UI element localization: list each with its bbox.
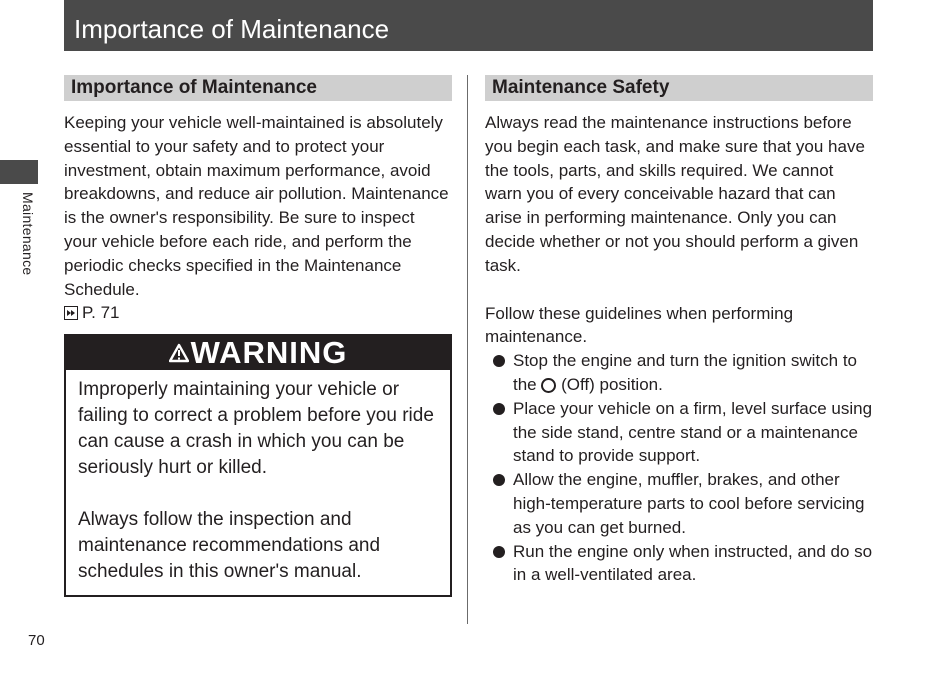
- bullet-text-1a: Stop the engine and turn the ignition switch to the: [513, 351, 858, 394]
- bullet-dot-icon: [493, 355, 505, 367]
- page-title-bar: [64, 0, 873, 51]
- left-column: [64, 75, 452, 597]
- bullet-dot-icon: [493, 474, 505, 486]
- warning-triangle-icon: [169, 343, 189, 363]
- bullet-text-3: Allow the engine, muffler, brakes, and other high-temperature parts to cool before servicing as you can get burned.: [513, 470, 865, 537]
- side-tab-marker: [0, 160, 38, 184]
- list-item: [485, 397, 873, 468]
- page-number: 70: [28, 632, 45, 649]
- warning-text-1: Improperly maintaining your vehicle or failing to correct a problem before you ride can cause a crash in which you can be seriously hurt or killed.: [78, 379, 434, 479]
- page-reference-text: P. 71: [82, 303, 120, 323]
- bullet-text-4: Run the engine only when instructed, and do so in a well-ventilated area.: [513, 541, 873, 585]
- importance-paragraph: Keeping your vehicle well-maintained is absolutely essential to your safety and to protect your investment, obtain maximum performance, avoid breakdowns, and reduce air pollution. Maintenance is the owner's responsibility. Be sure to inspect your vehicle before each ride, and perform the periodic checks specified in the Maintenance Schedule.: [64, 113, 449, 299]
- safety-paragraph-2: Follow these guidelines when performing maintenance.: [485, 303, 794, 347]
- list-item: [485, 540, 873, 588]
- warning-title: WARNING: [190, 335, 348, 371]
- right-column: [485, 75, 873, 587]
- page-reference-arrow-icon: [64, 306, 78, 320]
- list-item: [485, 349, 873, 397]
- warning-body: [66, 370, 450, 595]
- warning-text-2: Always follow the inspection and maintenance recommendations and schedules in this owner's manual.: [78, 509, 381, 583]
- ignition-off-circle-icon: [541, 378, 556, 393]
- bullet-dot-icon: [493, 403, 505, 415]
- section-heading-safety: Maintenance Safety: [485, 75, 873, 101]
- guidelines-list: [485, 349, 873, 587]
- safety-paragraph-1: Always read the maintenance instructions before you begin each task, and make sure that you have the tools, parts, and skills required. We cannot warn you of every conceivable hazard that can arise in performing maintenance. Only you can decide whether or not you should perform a given task.: [485, 113, 865, 275]
- bullet-text-2: Place your vehicle on a firm, level surface using the side stand, centre stand or a maintenance stand to provide support.: [513, 398, 873, 466]
- bullet-text-1b: (Off) position.: [561, 374, 663, 394]
- page-reference-link[interactable]: [64, 301, 452, 325]
- page-title: Importance of Maintenance: [74, 14, 390, 44]
- column-divider: [467, 75, 468, 624]
- warning-box: [64, 334, 452, 597]
- side-tab-label: Maintenance: [20, 192, 36, 276]
- bullet-dot-icon: [493, 546, 505, 558]
- warning-header: [66, 336, 450, 370]
- list-item: [485, 468, 873, 539]
- section-heading-importance: Importance of Maintenance: [64, 75, 452, 101]
